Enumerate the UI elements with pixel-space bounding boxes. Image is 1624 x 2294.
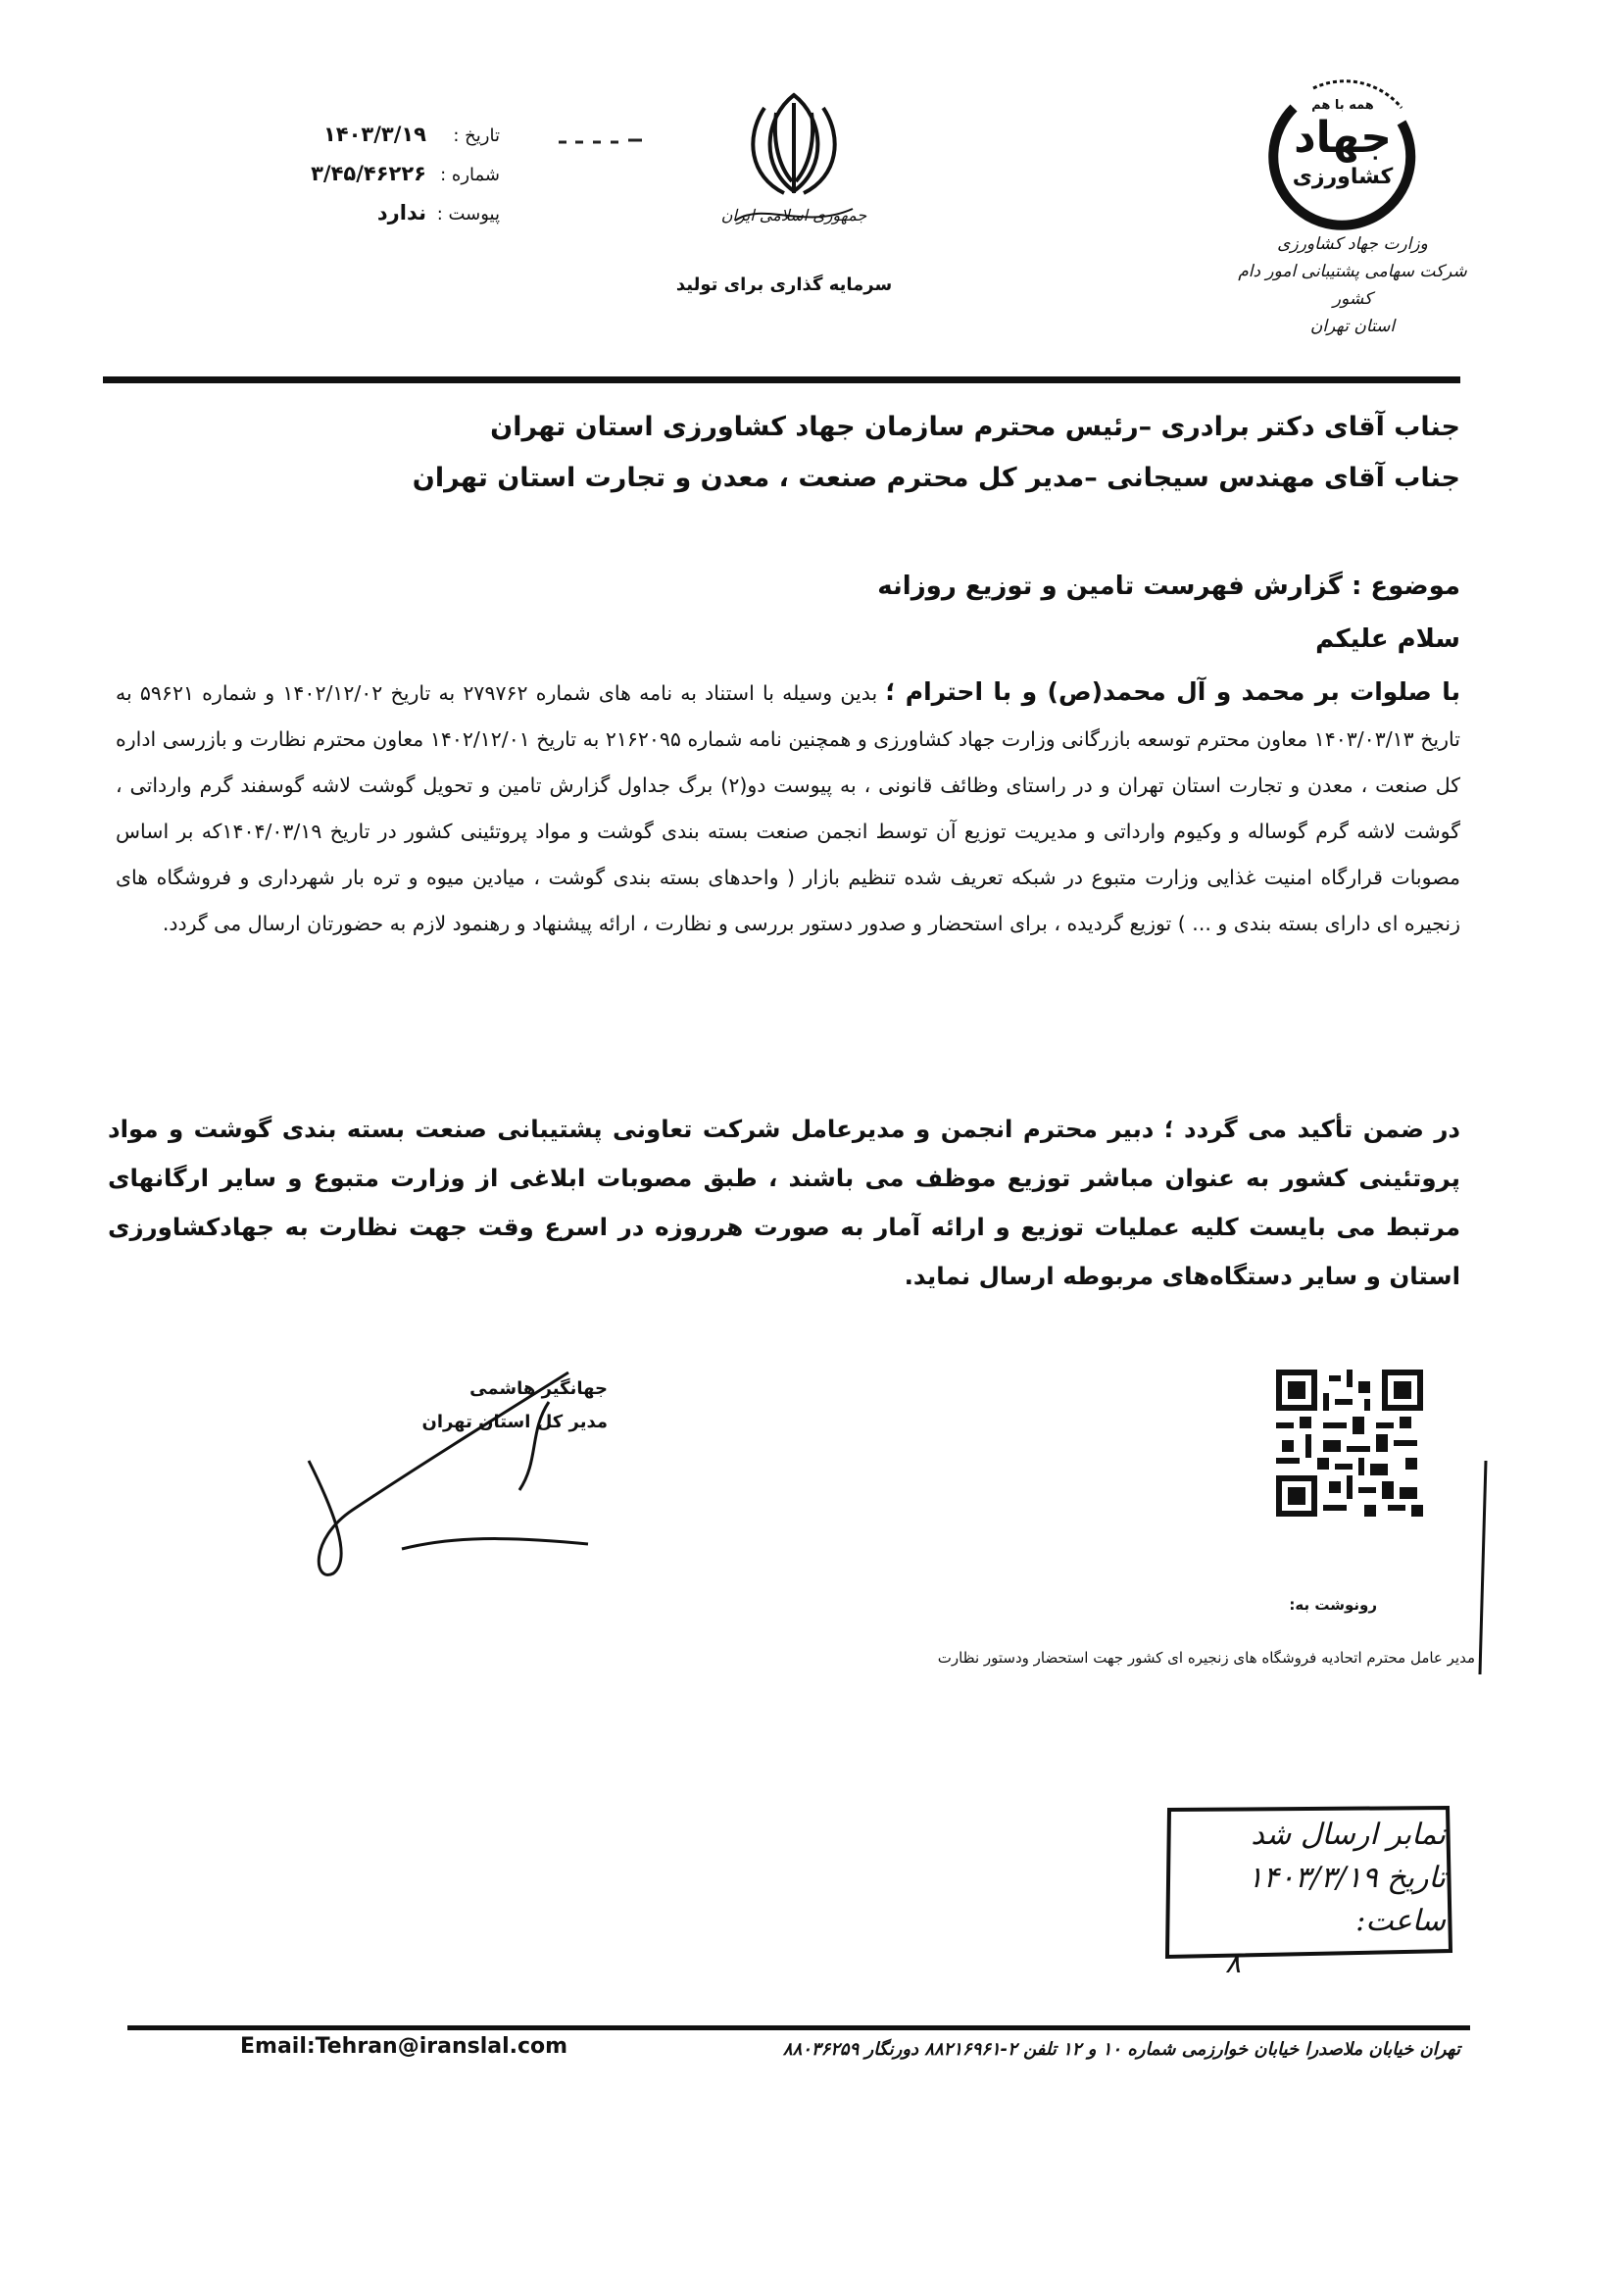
header-divider <box>103 376 1460 383</box>
logo-sub: کشاورزی <box>1292 165 1394 189</box>
handwritten-vertical-stroke <box>1476 1461 1490 1676</box>
number-value: ۳/۴۵/۴۶۲۲۶ <box>311 162 426 185</box>
number-label: شماره : <box>440 165 500 185</box>
paragraph-1-text: بدین وسیله با استناد به نامه های شماره ۲۷۹۷۶۲ به تاریخ ۱۴۰۲/۱۲/۰۲ و شماره ۵۹۶۲۱ به تاریخ ۱۴۰۳/۰۳/۱۳ معاون محترم توسعه بازرگانی وزارت جهاد کشاورزی و همچنین نامه شماره ۲۱۶۲۰۹۵ به تاریخ ۱۴۰۲/۱۲/۰۱ معاون محترم نظارت و بازرسی اداره کل صنعت ، معدن و تجارت استان تهران و در راستای وظائف قانونی ، به پیوست دو(۲) برگ جداول گزارش تامین و تحویل گوشت لاشه گوسفند گرم وارداتی ، گوشت لاشه گرم گوساله و وکیوم وارداتی و مدیریت توزیع آن توسط انجمن صنعت بسته بندی گوشت و مواد پروتئینی کشور در تاریخ ۱۴۰۴/۰۳/۱۹که بر اساس مصوبات قرارگاه امنیت غذایی وزارت متبوع در شبکه تعریف شده تنظیم بازار ( واحدهای بسته بندی گوشت ، میادین میوه و تره بار شهرداری و فروشگاه های زنجیره ای دارای بسته بندی و ... ) توزیع گردیده ، برای استحضار و صدور دستور بررسی و نظارت ، ارائه پیشنهاد و رهنمود لازم به حضورتان ارسال می گردد. <box>116 681 1461 935</box>
organization-name <box>1235 230 1470 340</box>
subject-line: موضوع : گزارش فهرست تامین و توزیع روزانه <box>877 572 1460 601</box>
dash-mark <box>554 132 652 152</box>
stamp-content <box>1171 1814 1446 1943</box>
stamp-handwritten-number: ۸ <box>1225 1946 1242 1980</box>
stamp-line-2: تاریخ ۱۴۰۳/۳/۱۹ <box>1247 1861 1446 1895</box>
letter-meta <box>274 116 500 233</box>
date-label: تاریخ : <box>453 125 500 146</box>
number-row <box>274 155 500 194</box>
org-line-3: استان تهران <box>1309 317 1396 336</box>
cc-label: رونوشت به: <box>1289 1596 1377 1614</box>
body-paragraph-1 <box>116 669 1460 947</box>
attachment-label: پیوست : <box>436 204 500 224</box>
date-row <box>274 116 500 155</box>
logo-top: همه با هم <box>1311 98 1374 113</box>
emblem-caption: جمهوری اسلامی ایران <box>720 206 867 224</box>
body-paragraph-2: در ضمن تأکید می گردد ؛ دبیر محترم انجمن و مدیرعامل شرکت تعاونی پشتیبانی صنعت بسته بندی گوشت و مواد پروتئینی کشور به عنوان مباشر توزیع موظف می باشند ، طبق مصوبات ابلاغی از وزارت متبوع و سایر ارگانهای مرتبط می بایست کلیه عملیات توزیع و ارائه آمار به صورت هرروزه در اسرع وقت جهت نظارت به جهادکشاورزی استان و سایر دستگاه‌های مربوطه ارسال نماید. <box>108 1115 1460 1290</box>
org-line-2: شرکت سهامی پشتیبانی امور دام کشور <box>1238 262 1467 309</box>
footer-address: تهران خیابان ملاصدرا خیابان خوارزمی شماره ۱۰ و ۱۲ تلفن ۲-۸۸۲۱۶۹۶۱ دورنگار ۸۸۰۳۶۲۵۹ <box>782 2039 1460 2060</box>
cc-recipient: مدیر عامل محترم اتحادیه فروشگاه های زنجیره ای کشور جهت استحضار ودستور نظارت <box>937 1649 1475 1667</box>
attachment-row <box>274 194 500 233</box>
signer-title: مدیر کل استان تهران <box>421 1412 608 1432</box>
qr-code-icon <box>1276 1370 1423 1517</box>
addressee-1: جناب آقای دکتر برادری –رئیس محترم سازمان جهاد کشاورزی استان تهران <box>490 412 1460 442</box>
signer-block <box>353 1372 608 1439</box>
org-line-1: وزارت جهاد کشاورزی <box>1277 234 1428 254</box>
motto: سرمایه گذاری برای تولید <box>675 274 893 295</box>
signer-name: جهانگیر هاشمی <box>469 1378 608 1399</box>
stamp-line-1: نمابر ارسال شد <box>1251 1818 1446 1852</box>
date-value: ۱۴۰۳/۳/۱۹ <box>322 123 426 146</box>
logo-main: جهاد <box>1294 113 1392 163</box>
footer-divider <box>127 2025 1470 2030</box>
salutation: سلام علیکم <box>1315 624 1460 654</box>
stamp-line-3: ساعت: <box>1355 1904 1446 1938</box>
attachment-value: ندارد <box>376 201 426 224</box>
opening-greeting: با صلوات بر محمد و آل محمد(ص) و با احترام ؛ <box>885 677 1460 706</box>
addressee-2: جناب آقای مهندس سیجانی –مدیر کل محترم صنعت ، معدن و تجارت استان تهران <box>412 463 1460 493</box>
footer-email[interactable]: Email:Tehran@iranslal.com <box>240 2034 568 2059</box>
